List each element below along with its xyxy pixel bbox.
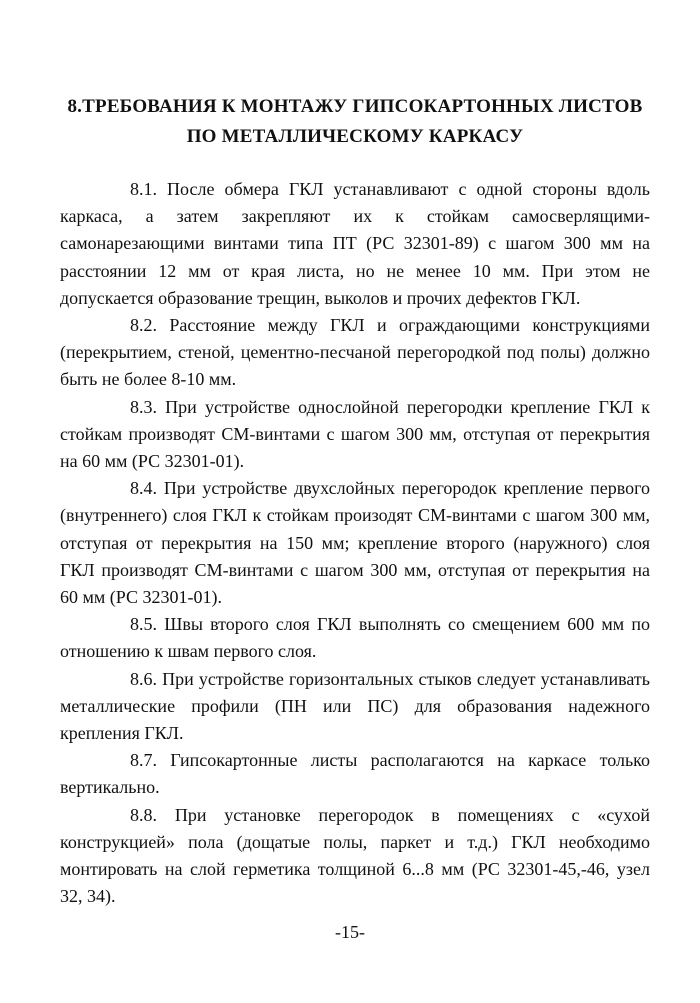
section-body <box>60 176 650 910</box>
paragraph-8-7: 8.7. Гипсокартонные листы располагаются на каркасе только вертикально. <box>60 750 650 798</box>
paragraph-8-1: 8.1. После обмера ГКЛ устанавливают с одной стороны вдоль каркаса, а затем закрепляют их к стойкам самосверлящими-самонарезающими винтами типа ПТ (РС 32301-89) с шагом 300 мм на расстоянии 12 мм от края листа, но не менее 10 мм. При этом не допускается образование трещин, выколов и прочих дефектов ГКЛ. <box>60 179 650 308</box>
section-title-line-1: 8.ТРЕБОВАНИЯ К МОНТАЖУ ГИПСОКАРТОННЫХ ЛИСТОВ <box>67 96 643 117</box>
paragraph-8-3: 8.3. При устройстве однослойной перегородки крепление ГКЛ к стойкам производят СМ-винтами с шагом 300 мм, отступая от перекрытия на 60 мм (РС 32301-01). <box>60 396 650 472</box>
section-title <box>60 92 650 152</box>
paragraph-8-2: 8.2. Расстояние между ГКЛ и ограждающими конструкциями (перекрытием, стеной, цементно-песчаной перегородкой под полы) должно быть не более 8-10 мм. <box>60 315 650 390</box>
paragraph-8-4: 8.4. При устройстве двухслойных перегородок крепление первого (внутреннего) слоя ГКЛ к стойкам произодят СМ-винтами с шагом 300 мм, отступая от перекрытия на 150 мм; крепление второго (наружного) слоя ГКЛ производят СМ-винтами с шагом 300 мм, отступая от перекрытия на 60 мм (РС 32301-01). <box>60 478 650 608</box>
page-number: -15- <box>335 922 365 942</box>
paragraph-8-5: 8.5. Швы второго слоя ГКЛ выполнять со смещением 600 мм по отношению к швам первого слоя. <box>60 614 650 662</box>
paragraph-8-6: 8.6. При устройстве горизонтальных стыков следует устанавливать металлические профили (ПН или ПС) для образования надежного крепления ГКЛ. <box>60 668 650 744</box>
paragraph-8-8: 8.8. При установке перегородок в помещениях с «сухой конструкцией» пола (дощатые полы, паркет и т.д.) ГКЛ необходимо монтировать на слой герметика толщиной 6...8 мм (РС 32301-45,-46, узел 32, 34). <box>60 804 650 907</box>
section-title-line-2: ПО МЕТАЛЛИЧЕСКОМУ КАРКАСУ <box>186 126 524 147</box>
